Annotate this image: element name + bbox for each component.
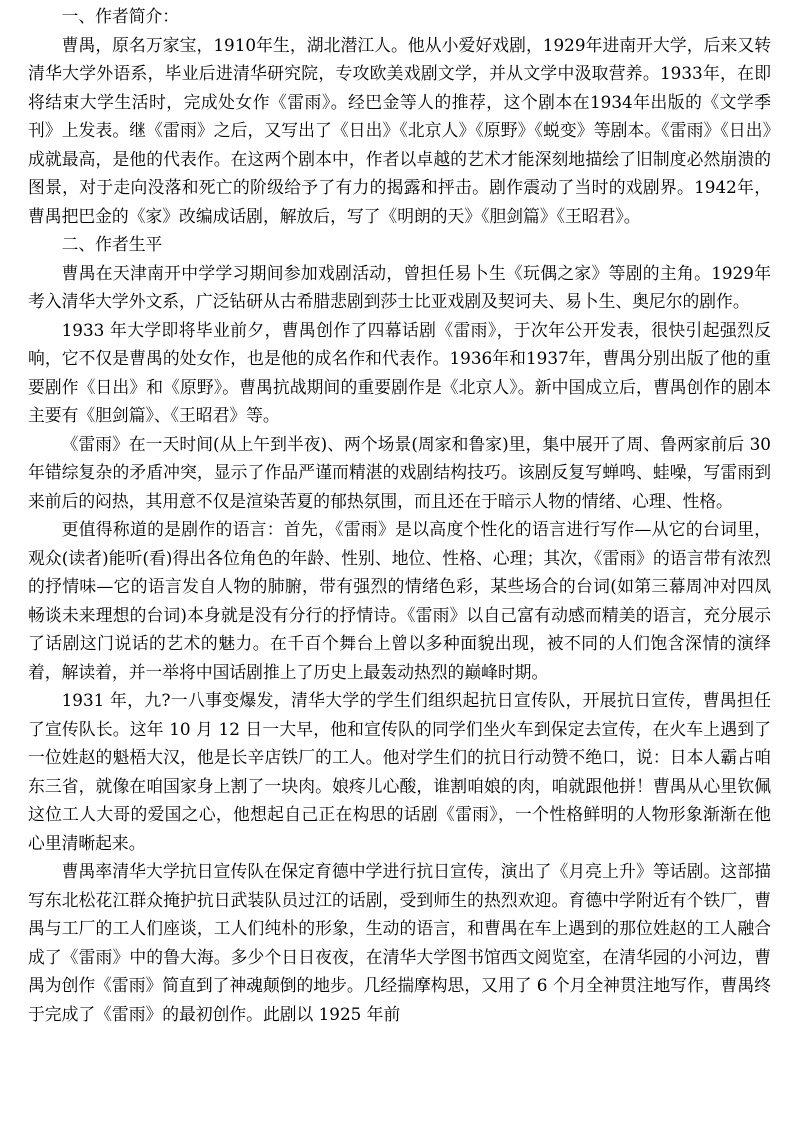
paragraph-play-structure: 《雷雨》在一天时间(从上午到半夜)、两个场景(周家和鲁家)里，集中展开了周、鲁两家前后 30 年错综复杂的矛盾冲突，显示了作品严谨而精湛的戏剧结构技巧。该剧反复写蝉鸣、蛙噪，写雷雨到来前后的闷热，其用意不仅是渲染苦夏的郁热氛围，而且还在于暗示人物的情绪、心理、性格。: [28, 433, 771, 511]
paragraph-author-intro: 曹禺，原名万家宝，1910年生，湖北潜江人。他从小爱好戏剧，1929年进南开大学，后来又转清华大学外语系，毕业后进清华研究院，专攻欧美戏剧文学，并从文学中汲取营养。1933年，在即将结束大学生活时，完成处女作《雷雨》。经巴金等人的推荐，这个剧本在1934年出版的《文学季刊》上发表。继《雷雨》之后，又写出了《日出》《北京人》《原野》《蜕变》等剧本。《雷雨》《日出》成就最高，是他的代表作。在这两个剧本中，作者以卓越的艺术才能深刻地描绘了旧制度必然崩溃的图景，对于走向没落和死亡的阶级给予了有力的揭露和抨击。剧作震动了当时的戏剧界。1942年，曹禺把巴金的《家》改编成话剧，解放后，写了《明朗的天》《胆剑篇》《王昭君》。: [28, 34, 771, 226]
paragraph-play-language: 更值得称道的是剧作的语言：首先，《雷雨》是以高度个性化的语言进行写作—从它的台词里，观众(读者)能听(看)得出各位角色的年龄、性别、地位、性格、心理；其次，《雷雨》的语言带有浓烈的抒情味—它的语言发自人物的肺腑，带有强烈的情绪色彩，某些场合的台词(如第三幕周冲对四凤畅谈未来理想的台词)本身就是没有分行的抒情诗。《雷雨》以自己富有动感而精美的语言，充分展示了话剧这门说话的艺术的魅力。在千百个舞台上曾以多种面貌出现，被不同的人们饱含深情的演绎着，解读着，并一举将中国话剧推上了历史上最轰动热烈的巅峰时期。: [28, 519, 771, 682]
paragraph-baoding-propaganda: 曹禺率清华大学抗日宣传队在保定育德中学进行抗日宣传，演出了《月亮上升》等话剧。这部描写东北松花江群众掩护抗日武装队员过江的话剧，受到师生的热烈欢迎。育德中学附近有个铁厂，曹禺与工厂的工人们座谈，工人们纯朴的形象，生动的语言，和曹禺在车上遇到的那位姓赵的工人融合成了《雷雨》中的鲁大海。多少个日日夜夜，在清华大学图书馆西文阅览室，在清华园的小河边，曹禺为创作《雷雨》简直到了神魂颠倒的地步。几经揣摩构思，又用了 6 个月全神贯注地写作，曹禺终于完成了《雷雨》的最初创作。此剧以 1925 年前: [28, 861, 771, 1024]
paragraph-nankai-drama: 曹禺在天津南开中学学习期间参加戏剧活动，曾担任易卜生《玩偶之家》等剧的主角。1929年考入清华大学外文系，广泛钻研从古希腊悲剧到莎士比亚戏剧及契诃夫、易卜生、奥尼尔的剧作。: [28, 262, 771, 311]
document-page: [28, 2, 771, 1028]
section-heading-author-intro: 一、作者简介：: [61, 6, 180, 26]
section-heading-author-life: 二、作者生平: [61, 234, 163, 254]
paragraph-thunderstorm-debut: 1933 年大学即将毕业前夕，曹禺创作了四幕话剧《雷雨》，于次年公开发表，很快引起强烈反响，它不仅是曹禺的处女作，也是他的成名作和代表作。1936年和1937年，曹禺分别出版了他的重要剧作《日出》和《原野》。曹禺抗战期间的重要剧作是《北京人》。新中国成立后，曹禺创作的剧本主要有《胆剑篇》、《王昭君》等。: [28, 319, 771, 425]
paragraph-september-18: 1931 年，九?一八事变爆发，清华大学的学生们组织起抗日宣传队，开展抗日宣传，曹禺担任了宣传队长。这年 10 月 12 日一大早，他和宣传队的同学们坐火车到保定去宣传，在火车上遇到了一位姓赵的魁梧大汉，他是长辛店铁厂的工人。他对学生们的抗日行动赞不绝口，说：日本人霸占咱东三省，就像在咱国家身上割了一块肉。娘疼儿心酸，谁割咱娘的肉，咱就跟他拼！曹禺从心里钦佩这位工人大哥的爱国之心，他想起自己正在构思的话剧《雷雨》，一个性格鲜明的人物形象渐渐在他心里清晰起来。: [28, 690, 771, 853]
